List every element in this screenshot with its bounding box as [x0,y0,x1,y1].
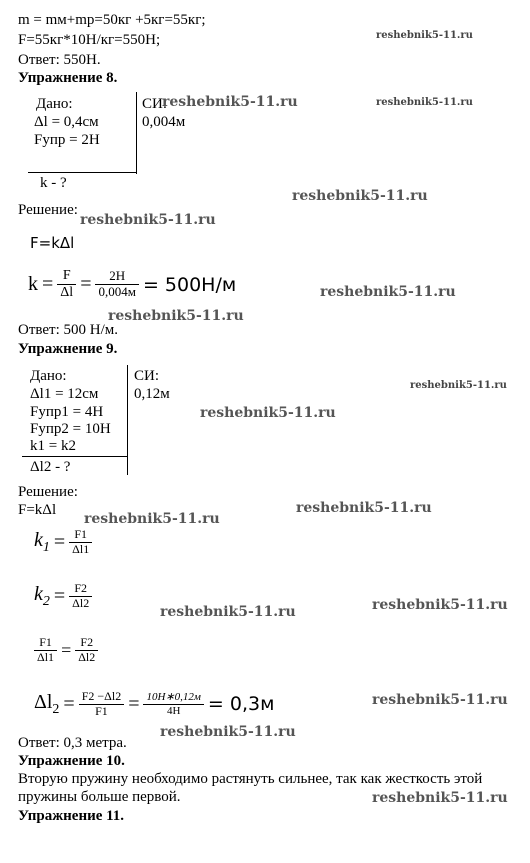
watermark: reshebnik5-11.ru [292,188,428,204]
solution-8-label: Решение: [18,202,78,218]
formula-8 [28,268,236,301]
fraction-denominator: 4Н [166,704,181,717]
exercise-11-heading: Упражнение 11. [18,808,125,824]
si-title: СИ: [142,96,168,112]
answer-8: Ответ: 500 Н/м. [18,322,119,338]
exercise-9-heading: Упражнение 9. [18,341,118,357]
find-dl2: Δl2 - ? [30,459,71,475]
formula-dl2 [34,690,274,719]
equals-sign: = [63,692,75,715]
watermark: reshebnik5-11.ru [108,308,244,324]
formula-dl2-subscript: 2 [52,701,60,717]
exercise-8-heading: Упражнение 8. [18,70,118,86]
equals-sign: = [80,273,92,296]
given-dl1: Δl1 = 12см [30,386,99,402]
solution-9-label: Решение: [18,484,78,500]
si-value: 0,12м [134,386,170,402]
fraction-denominator: Δl2 [72,595,90,610]
fraction-numerator: F [57,268,76,285]
formula-k2 [34,582,92,611]
watermark: reshebnik5-11.ru [320,284,456,300]
watermark: reshebnik5-11.ru [372,597,508,613]
formula-k: k [28,273,38,296]
formula-result: = 500Н/м [142,273,237,296]
find-k: k - ? [40,175,67,191]
given-title: Дано: [30,368,67,384]
fraction [69,528,92,557]
given-divider-vertical [127,365,128,475]
si-title: СИ: [134,368,160,384]
given-force: Fупр = 2Н [34,132,100,148]
formula-9-text: F=kΔl [18,502,57,518]
fraction-numerator: F2 [69,582,92,597]
exercise-10-text-line1: Вторую пружину необходимо растянуть сильнее, так как жесткость этой [18,771,483,787]
answer-7: Ответ: 550Н. [18,52,101,68]
text-line-force: F=55кг*10Н/кг=550Н; [18,32,161,48]
watermark: reshebnik5-11.ru [160,604,296,620]
equals-sign: = [61,639,72,660]
watermark: reshebnik5-11.ru [200,405,336,421]
text-line-mass: m = mм+mр=50кг +5кг=55кг; [18,12,206,28]
equals-sign: = [53,584,66,607]
formula-8-handwritten: F=kΔl [30,234,75,252]
given-k-equal: k1 = k2 [30,438,76,454]
formula-dl2-symbol: Δl [34,690,53,713]
fraction [69,582,92,611]
fraction-numerator: F2 [75,636,98,651]
fraction-denominator: Δl [60,285,74,301]
fraction [75,636,98,665]
answer-9: Ответ: 0,3 метра. [18,735,127,751]
fraction [79,690,125,719]
given-dl: Δl = 0,4см [34,114,99,130]
given-divider-horizontal [28,172,136,173]
fraction [143,691,203,717]
watermark: reshebnik5-11.ru [80,212,216,228]
fraction [34,636,57,665]
formula-k1-subscript: 1 [42,539,50,555]
given-divider-vertical [136,92,137,174]
formula-result: = 0,3м [207,693,275,716]
fraction-denominator: F1 [95,703,108,718]
fraction-numerator: 2Н [95,269,138,285]
fraction-denominator: Δl1 [72,541,90,556]
given-divider-horizontal [22,456,128,457]
si-value: 0,004м [142,114,186,130]
exercise-10-text-line2: пружины больше первой. [18,789,181,805]
given-force2: Fупр2 = 10Н [30,421,111,437]
fraction-numerator: F1 [34,636,57,651]
fraction-denominator: Δl2 [78,649,96,664]
watermark: reshebnik5-11.ru [372,790,508,806]
formula-k2-subscript: 2 [42,593,50,609]
watermark: reshebnik5-11.ru [84,511,220,527]
equals-sign: = [128,692,140,715]
watermark: reshebnik5-11.ru [372,692,508,708]
equals-sign: = [53,530,66,553]
fraction-numerator: 10Н∗0,12м [143,691,203,705]
watermark: reshebnik5-11.ru [296,500,432,516]
exercise-10-heading: Упражнение 10. [18,753,125,769]
watermark: reshebnik5-11.ru [160,724,296,740]
formula-k1 [34,528,92,557]
fraction-values [95,269,138,300]
watermark: reshebnik5-11.ru [376,30,473,41]
formula-k2-symbol: k [34,582,43,605]
equals-sign: = [42,273,54,296]
watermark: reshebnik5-11.ru [410,380,507,391]
formula-ratio [34,636,98,665]
watermark: reshebnik5-11.ru [376,97,473,108]
fraction-numerator: F2 −Δl2 [79,690,125,705]
fraction-numerator: F1 [69,528,92,543]
watermark: reshebnik5-11.ru [162,94,298,110]
given-title: Дано: [36,96,73,112]
fraction-denominator: Δl1 [37,649,55,664]
formula-k1-symbol: k [34,528,43,551]
fraction-denominator: 0,004м [98,284,136,300]
fraction-F-dl [57,268,76,301]
given-force1: Fупр1 = 4Н [30,404,104,420]
